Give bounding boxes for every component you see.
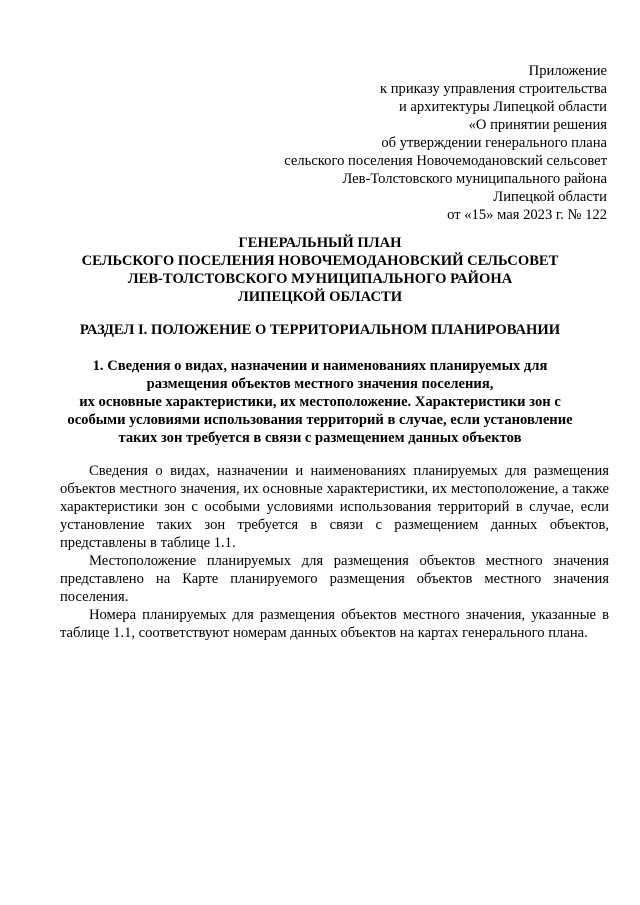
subsection-line: особыми условиями использования территорий в случае, если установление [67, 412, 573, 428]
title-line: ЛИПЕЦКОЙ ОБЛАСТИ [237, 289, 403, 305]
subsection-line: их основные характеристики, их местоположение. Характеристики зон с [79, 394, 561, 410]
title-line: ЛЕВ-ТОЛСТОВСКОГО МУНИЦИПАЛЬНОГО РАЙОНА [127, 271, 513, 287]
appendix-header [187, 62, 607, 224]
appendix-line: об утверждении генерального плана [381, 135, 607, 151]
appendix-line: Липецкой области [493, 189, 607, 205]
appendix-line: «О принятии решения [468, 117, 607, 133]
subsection-heading [33, 357, 607, 447]
appendix-line: Приложение [528, 63, 607, 79]
body-paragraph: Номера планируемых для размещения объектов местного значения, указанные в таблице 1.1, соответствуют номерам данных объектов на картах генерального плана. [60, 607, 609, 641]
subsection-line: таких зон требуется в связи с размещением данных объектов [118, 430, 522, 446]
appendix-line: от «15» мая 2023 г. № 122 [447, 207, 607, 223]
body-text [60, 462, 609, 642]
subsection-line: 1. Сведения о видах, назначении и наименованиях планируемых для [92, 358, 548, 374]
subsection-line: размещения объектов местного значения поселения, [146, 376, 494, 392]
body-paragraph: Сведения о видах, назначении и наименованиях планируемых для размещения объектов местного значения, их основные характеристики, их местоположение, а также характеристики зон с особыми условиями использования территорий в случае, если установление таких зон требуется в связи с размещением данных объектов, представлены в таблице 1.1. [60, 463, 609, 551]
title-line: СЕЛЬСКОГО ПОСЕЛЕНИЯ НОВОЧЕМОДАНОВСКИЙ СЕЛЬСОВЕТ [81, 253, 559, 269]
title-line: ГЕНЕРАЛЬНЫЙ ПЛАН [238, 235, 402, 251]
appendix-line: Лев-Толстовского муниципального района [342, 171, 607, 187]
appendix-line: к приказу управления строительства [380, 81, 607, 97]
appendix-line: и архитектуры Липецкой области [398, 99, 607, 115]
body-paragraph: Местоположение планируемых для размещения объектов местного значения представлено на Карте планируемого размещения объектов местного значения поселения. [60, 553, 609, 605]
appendix-line: сельского поселения Новочемодановский сельсовет [284, 153, 607, 169]
document-title [33, 234, 607, 306]
section-heading: РАЗДЕЛ I. ПОЛОЖЕНИЕ О ТЕРРИТОРИАЛЬНОМ ПЛАНИРОВАНИИ [79, 322, 561, 338]
